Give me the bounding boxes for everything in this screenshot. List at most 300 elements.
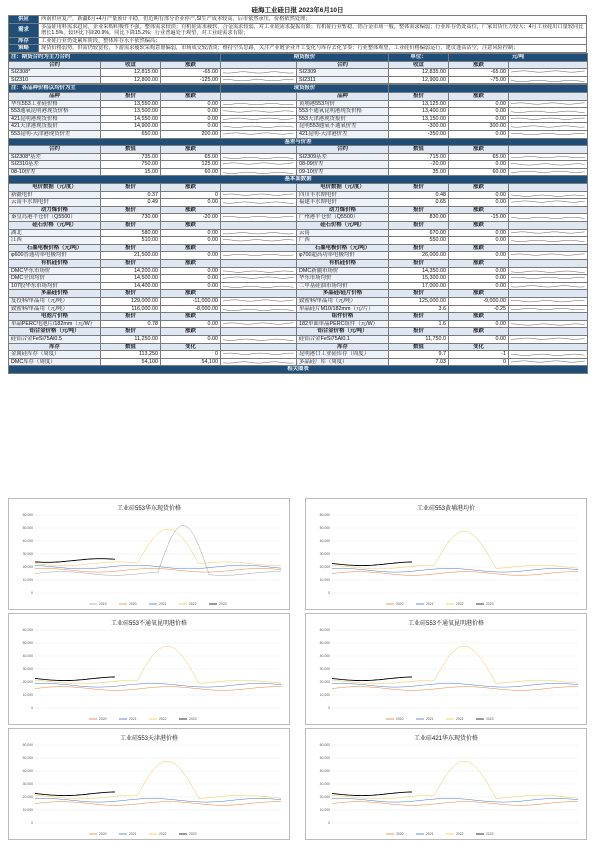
item-name: 江西 xyxy=(9,237,101,245)
item-change: -20.00 xyxy=(161,214,221,222)
chart-plot xyxy=(9,729,291,841)
y-tick: 50,000 xyxy=(319,641,330,646)
item-change: 0.00 xyxy=(449,320,509,328)
col-trend xyxy=(221,328,297,336)
item-name: 硅铝合金FeSi75Al0.5 xyxy=(9,335,101,343)
item-change: -15.00 xyxy=(449,214,509,222)
col-trend xyxy=(509,260,588,268)
legend-label: 2021 xyxy=(426,717,434,722)
item-price: 113,250 xyxy=(101,351,161,359)
item-change: 0 xyxy=(449,358,509,366)
y-tick: 60,000 xyxy=(319,628,330,633)
item-price: 17,000.00 xyxy=(389,282,449,290)
group-title: 库存 xyxy=(297,343,389,351)
trend-cell xyxy=(221,267,297,275)
trend-cell xyxy=(509,115,588,123)
col-item-2: 品种 xyxy=(297,92,389,100)
col-change: 涨跌 xyxy=(449,222,509,230)
item-change: 0.00 xyxy=(449,130,509,138)
legend-label: 2022 xyxy=(159,717,167,722)
chart-panel xyxy=(305,728,587,840)
item-name: DMC华东市场价 xyxy=(9,267,101,275)
item-name: DMC库存（周度） xyxy=(9,358,101,366)
basis-name: SI2310基差 xyxy=(9,161,101,169)
chart-title: 工业硅553天津港价格 xyxy=(119,736,178,742)
sparkline xyxy=(511,154,585,161)
col-change: 涨跌 xyxy=(449,313,509,321)
basis-name: 08-09价差 xyxy=(297,161,389,169)
item-price: 0.49 xyxy=(101,199,161,207)
note-text: 西南供应复产，新疆6月+4月产量预计平稳，但近期有部分企业停产,SI生产成本较高，后市依然承压，价格依然处理； xyxy=(39,16,587,24)
basis-value: 715.00 xyxy=(389,153,449,161)
basis-change: 60.00 xyxy=(161,168,221,176)
trend-cell xyxy=(509,123,588,131)
item-name: 云南丰水期电价 xyxy=(9,199,101,207)
y-tick: 60,000 xyxy=(22,513,33,518)
price-change: -65.00 xyxy=(161,69,221,77)
spot-table xyxy=(8,84,588,374)
trend-cell xyxy=(509,191,588,199)
group-title: 硅石价格（元/吨） xyxy=(9,222,101,230)
item-change: 0.00 xyxy=(161,320,221,328)
col-item: 品种 xyxy=(9,92,101,100)
item-price: 13,500.00 xyxy=(101,108,161,116)
sparkline xyxy=(511,131,585,138)
item-change: 0 xyxy=(161,351,221,359)
trend-cell xyxy=(509,297,588,305)
y-tick: 30,000 xyxy=(22,782,33,787)
item-change: 0.00 xyxy=(449,199,509,207)
legend-label: 2022 xyxy=(456,602,464,607)
item-name: 硅铝合金FeSi75Al0.1 xyxy=(297,335,389,343)
basis-change: 0.00 xyxy=(449,161,509,169)
trend-cell xyxy=(509,214,588,222)
table-row xyxy=(9,229,588,237)
trend-cell xyxy=(509,237,588,245)
basis-value: 35.00 xyxy=(389,168,449,176)
col-trend xyxy=(221,343,297,351)
table-row xyxy=(9,237,588,245)
y-tick: 0 xyxy=(328,591,330,596)
item-price: 830.00 xyxy=(389,214,449,222)
item-change: -1 xyxy=(449,351,509,359)
spot-note: 注：各品种价格以均价为主 xyxy=(9,85,221,93)
table-row xyxy=(9,123,588,131)
close-price: 12,900.00 xyxy=(389,76,449,84)
y-tick: 20,000 xyxy=(22,680,33,685)
item-name: 广西 xyxy=(297,237,389,245)
fundamental-header xyxy=(9,343,588,351)
trend-cell xyxy=(509,108,588,116)
table-row xyxy=(9,305,588,313)
item-price: -350.00 xyxy=(389,130,449,138)
item-price: 14,500.00 xyxy=(101,275,161,283)
item-name: 复投料/单晶用（元/吨） xyxy=(9,297,101,305)
series-line xyxy=(332,568,578,572)
basis-value: 750.00 xyxy=(101,161,161,169)
chart-plot xyxy=(306,614,588,726)
item-name: 昆明港口工业硅库存（周度） xyxy=(297,351,389,359)
item-price: 0.48 xyxy=(389,191,449,199)
series-line xyxy=(332,798,578,802)
sparkline xyxy=(223,69,294,76)
report-title: 硅海工业硅日报 2023年6月10日 xyxy=(251,7,344,14)
series-line xyxy=(35,559,115,563)
col-price: 报价 xyxy=(389,328,449,336)
trend-cell xyxy=(221,161,297,169)
item-change: 300.00 xyxy=(449,123,509,131)
y-tick: 40,000 xyxy=(319,654,330,659)
fundamental-header xyxy=(9,313,588,321)
legend-label: 2020 xyxy=(129,602,137,607)
series-line xyxy=(35,792,115,796)
basis-name: 09-10价差 xyxy=(297,168,389,176)
price-change: -65.00 xyxy=(449,69,509,77)
sparkline xyxy=(223,359,294,366)
item-change: 0.00 xyxy=(161,108,221,116)
table-row xyxy=(9,351,588,359)
item-change: -0.25 xyxy=(449,305,509,313)
group-title: 组件价格 xyxy=(297,313,389,321)
item-change: 0.00 xyxy=(161,267,221,275)
series-line xyxy=(35,526,281,576)
chart-title: 工业硅553不通氧昆明港价格 xyxy=(407,621,484,627)
fundamental-header xyxy=(9,290,588,298)
trend-cell xyxy=(221,275,297,283)
col-trend xyxy=(509,206,588,214)
table-row xyxy=(9,130,588,138)
trend-cell xyxy=(221,297,297,305)
sparkline xyxy=(223,252,294,259)
note-label: 需求 xyxy=(9,23,39,37)
item-name: DMC全国均价 xyxy=(9,275,101,283)
legend-label: 2021 xyxy=(426,602,434,607)
unit-label: 单位： xyxy=(389,53,449,61)
item-name: 单晶PERC电池片/182mm（元/W） xyxy=(9,320,101,328)
series-line xyxy=(332,802,578,806)
table-row xyxy=(9,297,588,305)
item-price: 670.00 xyxy=(389,229,449,237)
item-change: 0.00 xyxy=(449,282,509,290)
item-change: 54,100 xyxy=(161,358,221,366)
sparkline xyxy=(223,123,294,130)
fundamental-header xyxy=(9,206,588,214)
basis-col-value-2: 数值 xyxy=(389,146,449,154)
col-change: 涨跌 xyxy=(161,61,221,69)
y-tick: 40,000 xyxy=(22,769,33,774)
charts-area xyxy=(8,492,587,838)
trend-cell xyxy=(221,130,297,138)
col-price: 报价 xyxy=(389,222,449,230)
chart-plot xyxy=(306,499,588,611)
sparkline xyxy=(511,192,585,199)
trend-cell xyxy=(221,191,297,199)
group-title: 电价数据（元/度） xyxy=(297,184,389,192)
trend-cell xyxy=(221,320,297,328)
trend-cell xyxy=(221,237,297,245)
item-name: 华东553工业硅价格 xyxy=(9,100,101,108)
legend-label: 2023 xyxy=(486,602,494,607)
col-change: 变化 xyxy=(449,343,509,351)
sparkline xyxy=(223,237,294,244)
col-change: 涨跌 xyxy=(449,206,509,214)
legend-label: 2020 xyxy=(99,717,107,722)
col-change: 涨跌 xyxy=(161,244,221,252)
item-change: 0.00 xyxy=(161,229,221,237)
item-price: 11,250.00 xyxy=(101,335,161,343)
sparkline xyxy=(511,298,585,305)
item-price: 550.00 xyxy=(389,237,449,245)
col-change: 涨跌 xyxy=(449,184,509,192)
item-price: 21,500.00 xyxy=(101,252,161,260)
item-name: 新疆电价 xyxy=(9,191,101,199)
y-tick: 30,000 xyxy=(22,667,33,672)
legend-label: 2021 xyxy=(426,832,434,837)
table-row xyxy=(9,214,588,222)
y-tick: 60,000 xyxy=(319,743,330,748)
series-line xyxy=(332,572,578,576)
trend-cell xyxy=(221,168,297,176)
basis-col-change-2: 涨跌 xyxy=(449,146,509,154)
legend-label: 2023 xyxy=(189,832,197,837)
sparkline xyxy=(511,214,585,221)
note-label: 供应 xyxy=(9,16,39,24)
series-line xyxy=(332,531,578,569)
sparkline xyxy=(223,321,294,328)
chart-panel xyxy=(8,728,290,840)
basis-col-name: 合约 xyxy=(9,146,101,154)
item-price: 125,000.00 xyxy=(389,297,449,305)
item-price: 14,550.00 xyxy=(101,115,161,123)
trend-cell xyxy=(509,275,588,283)
col-price: 报价 xyxy=(101,328,161,336)
group-title: 多晶硅/硅片价格 xyxy=(297,290,389,298)
group-title: 多晶硅价格 xyxy=(9,290,101,298)
legend-label: 2023 xyxy=(189,717,197,722)
basis-change: 60.00 xyxy=(449,168,509,176)
sparkline xyxy=(511,321,585,328)
item-change: -9,000.00 xyxy=(449,297,509,305)
sparkline xyxy=(223,131,294,138)
basis-name: 08-10价差 xyxy=(9,168,101,176)
item-name: 553昆明-天津港现货价差 xyxy=(9,130,101,138)
col-trend xyxy=(509,343,588,351)
trend-cell xyxy=(221,123,297,131)
item-name: 华东市场均价 xyxy=(297,275,389,283)
y-tick: 20,000 xyxy=(319,795,330,800)
trend-cell xyxy=(509,168,588,176)
chart-panel xyxy=(8,498,290,610)
col-change-2: 涨跌 xyxy=(449,61,509,69)
sparkline xyxy=(223,230,294,237)
y-tick: 30,000 xyxy=(319,552,330,557)
item-change: 0.00 xyxy=(161,252,221,260)
col-change: 涨跌 xyxy=(161,206,221,214)
item-price: 116,000.00 xyxy=(101,305,161,313)
basis-change: 65.00 xyxy=(449,153,509,161)
col-change: 涨跌 xyxy=(161,328,221,336)
table-row xyxy=(9,69,588,77)
chart-title: 工业硅553不通氧昆明港价格 xyxy=(110,621,187,627)
sparkline xyxy=(223,283,294,290)
legend-label: 2019 xyxy=(99,602,107,607)
basis-name: SI2309基差 xyxy=(297,153,389,161)
group-title: 库存 xyxy=(9,343,101,351)
trend-cell xyxy=(221,358,297,366)
col-change: 涨跌 xyxy=(449,244,509,252)
item-name: 553天津港现货报价 xyxy=(297,115,389,123)
col-trend xyxy=(509,290,588,298)
item-name: φ600普通功率电极均价 xyxy=(9,252,101,260)
item-change: -8,000.00 xyxy=(161,305,221,313)
col-close: 收盘 xyxy=(101,61,161,69)
item-name: 553不通氧昆明港现货价格 xyxy=(297,108,389,116)
col-price: 数值 xyxy=(389,343,449,351)
item-price: -300.00 xyxy=(389,123,449,131)
close-price: 12,800.00 xyxy=(101,76,161,84)
contract-name: SI2311 xyxy=(297,76,389,84)
legend-label: 2020 xyxy=(396,602,404,607)
y-tick: 20,000 xyxy=(22,565,33,570)
trend-cell xyxy=(509,282,588,290)
trend-cell xyxy=(509,130,588,138)
fundamental-header xyxy=(9,260,588,268)
item-name: 秦皇岛港平仓价（Q5500） xyxy=(9,214,101,222)
col-trend xyxy=(221,61,297,69)
legend-label: 2023 xyxy=(486,832,494,837)
trend-cell xyxy=(509,229,588,237)
item-name: 云南 xyxy=(297,229,389,237)
col-change: 涨跌 xyxy=(161,222,221,230)
col-change: 涨跌 xyxy=(161,290,221,298)
item-change: 200.00 xyxy=(161,130,221,138)
y-tick: 0 xyxy=(31,591,33,596)
legend-label: 2022 xyxy=(159,832,167,837)
chart-title: 工业硅421华东现货价格 xyxy=(413,736,478,742)
sparkline xyxy=(223,161,294,168)
group-title: 电池片价格 xyxy=(9,313,101,321)
group-title: 硅石价格（元/吨） xyxy=(297,222,389,230)
sparkline xyxy=(511,230,585,237)
sparkline xyxy=(511,199,585,206)
note-row xyxy=(9,23,587,37)
item-price: 1.6 xyxy=(389,320,449,328)
item-change: 0.00 xyxy=(161,237,221,245)
sparkline xyxy=(511,237,585,244)
trend-cell xyxy=(509,267,588,275)
contract-name: SI2309 xyxy=(297,69,389,77)
item-change: 0.00 xyxy=(449,191,509,199)
trend-cell xyxy=(221,252,297,260)
col-price: 报价 xyxy=(389,290,449,298)
series-line xyxy=(332,792,412,796)
col-change-2: 涨跌 xyxy=(449,92,509,100)
trend-cell xyxy=(509,335,588,343)
col-change: 涨跌 xyxy=(161,260,221,268)
price-change: -75.00 xyxy=(449,76,509,84)
y-tick: 20,000 xyxy=(319,680,330,685)
y-tick: 30,000 xyxy=(22,552,33,557)
notes-table xyxy=(8,15,587,53)
table-row xyxy=(9,168,588,176)
table-row xyxy=(9,191,588,199)
item-price: 11,750.0 xyxy=(389,335,449,343)
col-trend xyxy=(509,184,588,192)
sparkline xyxy=(511,351,585,358)
legend-label: 2020 xyxy=(99,832,107,837)
col-change: 涨跌 xyxy=(449,260,509,268)
y-tick: 0 xyxy=(31,821,33,826)
basis-col-change: 涨跌 xyxy=(161,146,221,154)
chart-plot xyxy=(9,499,291,611)
series-line xyxy=(35,798,281,802)
trend-cell xyxy=(221,335,297,343)
item-change: 0.00 xyxy=(449,275,509,283)
series-line xyxy=(35,677,115,681)
trend-cell xyxy=(221,153,297,161)
trend-cell xyxy=(221,69,297,77)
legend-label: 2021 xyxy=(159,602,167,607)
table-row xyxy=(9,335,588,343)
y-tick: 40,000 xyxy=(22,539,33,544)
sparkline xyxy=(223,116,294,123)
col-contract: 合约 xyxy=(9,61,101,69)
series-line xyxy=(332,687,578,691)
basis-col-value: 数值 xyxy=(101,146,161,154)
chart-plot xyxy=(9,614,291,726)
item-change: 0.00 xyxy=(449,237,509,245)
sparkline xyxy=(223,192,294,199)
col-change: 涨跌 xyxy=(449,290,509,298)
col-change: 涨跌 xyxy=(161,313,221,321)
trend-cell xyxy=(221,76,297,84)
y-tick: 40,000 xyxy=(22,654,33,659)
item-name: 单晶硅片M10/182mm（元/片） xyxy=(297,305,389,313)
item-change: 0.00 xyxy=(161,123,221,131)
y-tick: 0 xyxy=(328,821,330,826)
group-title: 动力煤价格 xyxy=(9,206,101,214)
fundamental-header xyxy=(9,328,588,336)
item-price: 15,300.00 xyxy=(389,275,449,283)
table-row xyxy=(9,358,588,366)
item-price: 0.78 xyxy=(101,320,161,328)
y-tick: 60,000 xyxy=(22,628,33,633)
item-price: 9.7 xyxy=(389,351,449,359)
spot-section-title: 现货报价 xyxy=(221,85,389,93)
item-name: 致密料/单晶用（元/吨） xyxy=(9,305,101,313)
note-row xyxy=(9,45,587,53)
legend-label: 2022 xyxy=(456,717,464,722)
item-name: 四川丰水期电价 xyxy=(297,191,389,199)
item-change: 0.00 xyxy=(161,199,221,207)
col-trend xyxy=(221,244,297,252)
price-change: -125.00 xyxy=(161,76,221,84)
item-change: 0.00 xyxy=(449,335,509,343)
y-tick: 20,000 xyxy=(22,795,33,800)
chart-panel xyxy=(305,498,587,610)
trend-cell xyxy=(509,76,588,84)
item-name: 二甲基硅油市场均价 xyxy=(297,282,389,290)
item-price: 26,000.00 xyxy=(389,252,449,260)
col-trend xyxy=(221,222,297,230)
table-row xyxy=(9,267,588,275)
y-tick: 10,000 xyxy=(22,693,33,698)
y-tick: 10,000 xyxy=(22,808,33,813)
trend-cell xyxy=(221,351,297,359)
item-name: 金属硅库存（周度） xyxy=(9,351,101,359)
trend-cell xyxy=(509,351,588,359)
col-trend xyxy=(509,328,588,336)
